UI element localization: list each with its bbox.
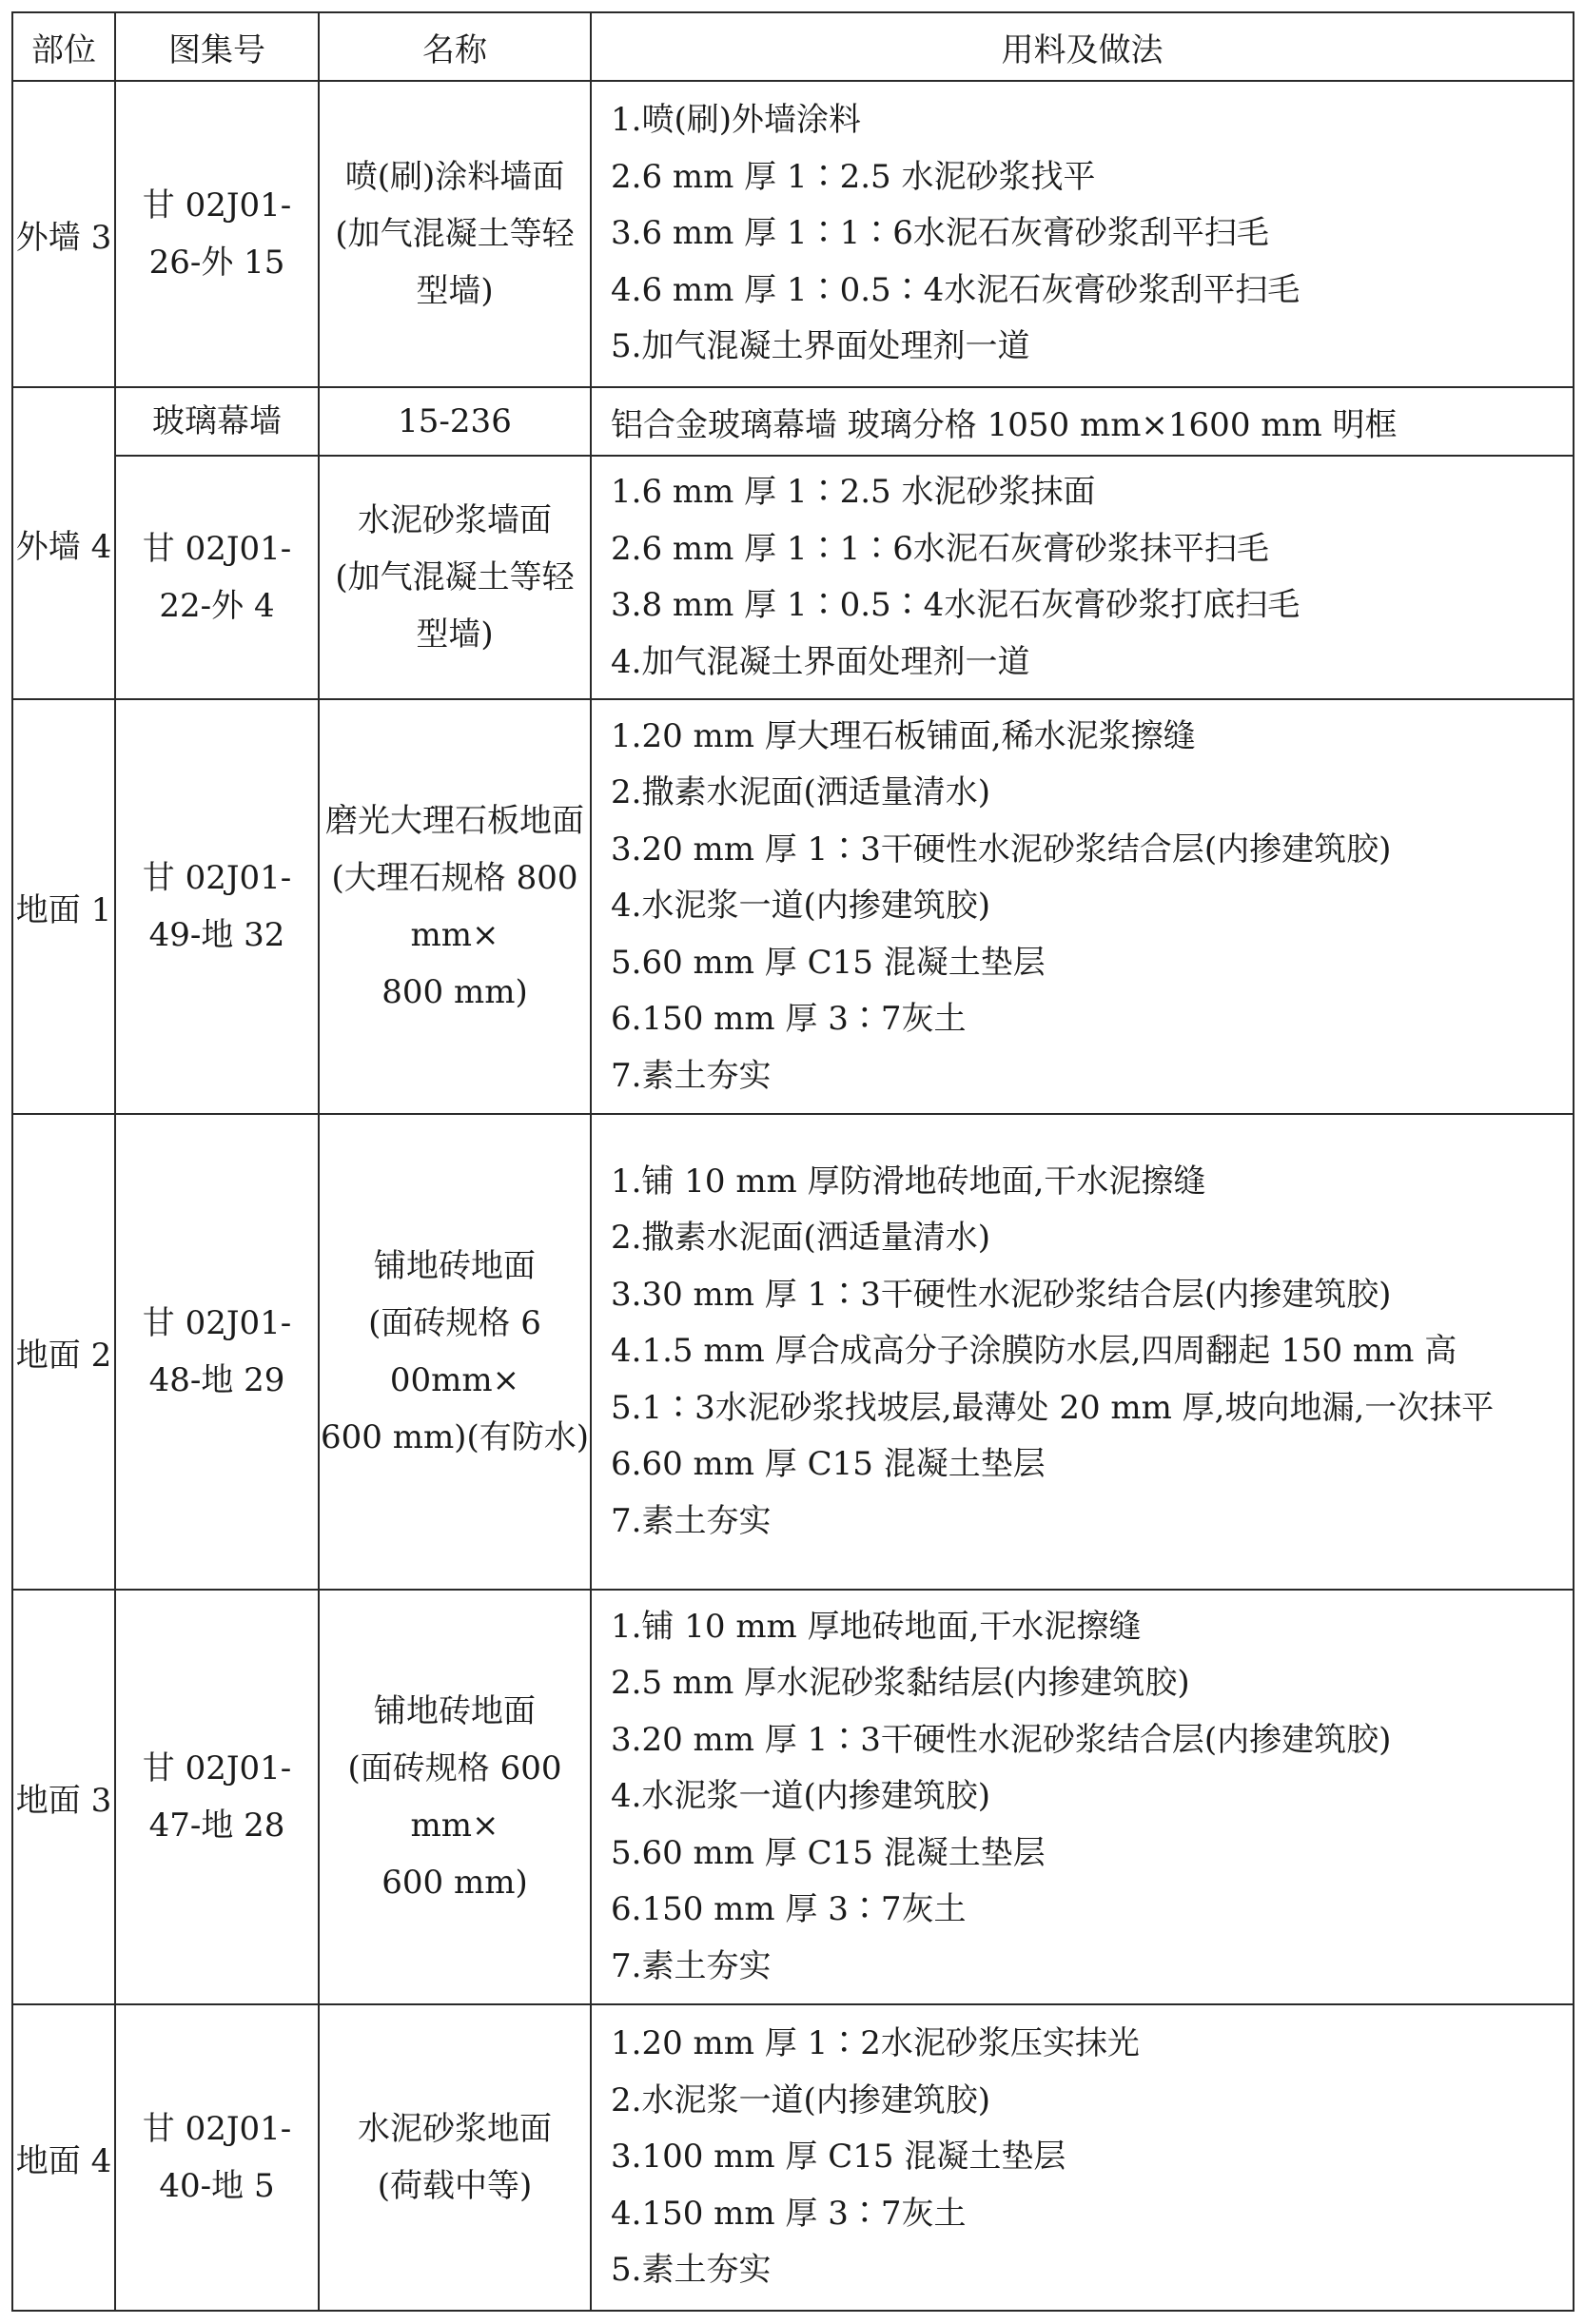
name-line: 水泥砂浆墙面: [358, 501, 552, 539]
atlas-line: 49-地 32: [148, 916, 285, 954]
atlas-cell: [115, 81, 319, 387]
atlas-cell: [115, 699, 319, 1114]
curtain-atlas-cell: 玻璃幕墙: [115, 387, 319, 456]
table-row: [12, 387, 1574, 456]
list-item: 5.60 mm 厚 C15 混凝土垫层: [611, 1833, 1046, 1872]
list-item: 1.6 mm 厚 1∶2.5 水泥砂浆抹面: [611, 473, 1096, 511]
curtain-name-cell: 15-236: [319, 387, 591, 456]
list-item: 4.150 mm 厚 3∶7灰土: [611, 2194, 967, 2233]
list-item: 2.6 mm 厚 1∶2.5 水泥砂浆找平: [611, 157, 1096, 196]
list-item: 3.6 mm 厚 1∶1∶6水泥石灰膏砂浆刮平扫毛: [611, 214, 1269, 253]
name-line: 磨光大理石板地面: [325, 802, 584, 840]
name-line: 800 mm): [381, 973, 528, 1011]
list-item: 2.撒素水泥面(洒适量清水): [611, 773, 990, 812]
atlas-line: 47-地 28: [148, 1806, 285, 1845]
table-row: [12, 699, 1574, 1114]
name-line: 600 mm): [381, 1864, 528, 1902]
name-line: 铺地砖地面: [374, 1247, 536, 1285]
materials-cell: [591, 81, 1574, 387]
list-item: 1.20 mm 厚 1∶2水泥砂浆压实抹光: [611, 2024, 1140, 2063]
atlas-cell: [115, 1590, 319, 2004]
list-item: 7.素土夯实: [611, 1946, 772, 1985]
table-row: [12, 2004, 1574, 2311]
part-cell: 地面 2: [12, 1114, 115, 1590]
name-line: (加气混凝土等轻型墙): [335, 215, 575, 310]
construction-materials-table: [11, 11, 1574, 2312]
list-item: 2.撒素水泥面(洒适量清水): [611, 1219, 990, 1258]
name-cell: [319, 81, 591, 387]
atlas-line: 甘 02J01-: [142, 1749, 292, 1787]
materials-cell: [591, 456, 1574, 699]
list-item: 4.水泥浆一道(内掺建筑胶): [611, 887, 990, 926]
atlas-cell: [115, 456, 319, 699]
header-name: 名称: [319, 12, 591, 81]
atlas-line: 26-外 15: [148, 244, 285, 282]
part-cell: 外墙 4: [12, 387, 115, 699]
name-line: (面砖规格 6 00mm×: [368, 1304, 541, 1399]
list-item: 5.加气混凝土界面处理剂一道: [611, 327, 1030, 366]
list-item: 6.150 mm 厚 3∶7灰土: [611, 1890, 967, 1929]
name-line: 喷(刷)涂料墙面: [344, 158, 565, 196]
name-line: (大理石规格 800 mm×: [331, 859, 578, 954]
list-item: 6.60 mm 厚 C15 混凝土垫层: [611, 1445, 1046, 1484]
list-item: 5.素土夯实: [611, 2251, 772, 2290]
name-cell: [319, 699, 591, 1114]
list-item: 7.素土夯实: [611, 1501, 772, 1540]
table-row: [12, 1114, 1574, 1590]
table-row: [12, 1590, 1574, 2004]
materials-cell: [591, 1590, 1574, 2004]
atlas-line: 甘 02J01-: [142, 1304, 292, 1342]
atlas-line: 甘 02J01-: [142, 530, 292, 568]
list-item: 2.水泥浆一道(内掺建筑胶): [611, 2080, 990, 2119]
list-item: 3.8 mm 厚 1∶0.5∶4水泥石灰膏砂浆打底扫毛: [611, 586, 1300, 624]
atlas-line: 甘 02J01-: [142, 2110, 292, 2148]
list-item: 1.20 mm 厚大理石板铺面,稀水泥浆擦缝: [611, 716, 1196, 755]
atlas-line: 48-地 29: [148, 1361, 285, 1399]
list-item: 1.喷(刷)外墙涂料: [611, 101, 861, 140]
list-item: 3.20 mm 厚 1∶3干硬性水泥砂浆结合层(内掺建筑胶): [611, 830, 1392, 869]
list-item: 1.铺 10 mm 厚地砖地面,干水泥擦缝: [611, 1607, 1142, 1646]
list-item: 2.5 mm 厚水泥砂浆黏结层(内掺建筑胶): [611, 1664, 1190, 1703]
atlas-line: 40-地 5: [159, 2167, 275, 2205]
part-cell: 地面 3: [12, 1590, 115, 2004]
header-row: [12, 12, 1574, 81]
list-item: 4.1.5 mm 厚合成高分子涂膜防水层,四周翻起 150 mm 高: [611, 1332, 1457, 1371]
part-cell: 地面 1: [12, 699, 115, 1114]
table-row: [12, 81, 1574, 387]
materials-cell: [591, 2004, 1574, 2311]
header-part: 部位: [12, 12, 115, 81]
list-item: 1.铺 10 mm 厚防滑地砖地面,干水泥擦缝: [611, 1162, 1206, 1201]
list-item: 2.6 mm 厚 1∶1∶6水泥石灰膏砂浆抹平扫毛: [611, 529, 1269, 568]
name-line: 水泥砂浆地面: [358, 2110, 552, 2148]
curtain-desc-cell: 铝合金玻璃幕墙 玻璃分格 1050 mm×1600 mm 明框: [591, 387, 1574, 456]
atlas-line: 甘 02J01-: [142, 859, 292, 897]
list-item: 5.60 mm 厚 C15 混凝土垫层: [611, 943, 1046, 982]
atlas-cell: [115, 2004, 319, 2311]
list-item: 3.20 mm 厚 1∶3干硬性水泥砂浆结合层(内掺建筑胶): [611, 1720, 1392, 1759]
name-line: 铺地砖地面: [374, 1692, 536, 1730]
name-cell: [319, 1114, 591, 1590]
list-item: 4.加气混凝土界面处理剂一道: [611, 642, 1030, 681]
header-materials-method: 用料及做法: [591, 12, 1574, 81]
name-cell: [319, 2004, 591, 2311]
materials-cell: [591, 699, 1574, 1114]
atlas-cell: [115, 1114, 319, 1590]
list-item: 6.150 mm 厚 3∶7灰土: [611, 1000, 967, 1039]
name-cell: [319, 1590, 591, 2004]
list-item: 4.6 mm 厚 1∶0.5∶4水泥石灰膏砂浆刮平扫毛: [611, 270, 1300, 309]
atlas-line: 22-外 4: [159, 587, 275, 625]
part-cell: 地面 4: [12, 2004, 115, 2311]
name-cell: [319, 456, 591, 699]
list-item: 7.素土夯实: [611, 1056, 772, 1095]
atlas-line: 甘 02J01-: [142, 186, 292, 225]
name-line: (面砖规格 600 mm×: [347, 1749, 562, 1845]
materials-cell: [591, 1114, 1574, 1590]
list-item: 4.水泥浆一道(内掺建筑胶): [611, 1777, 990, 1816]
name-line: 600 mm)(有防水): [321, 1418, 589, 1456]
name-line: (荷载中等): [377, 2167, 533, 2205]
part-cell: 外墙 3: [12, 81, 115, 387]
table-row: [12, 456, 1574, 699]
list-item: 3.100 mm 厚 C15 混凝土垫层: [611, 2138, 1066, 2177]
name-line: (加气混凝土等轻型墙): [335, 558, 575, 654]
header-atlas-no: 图集号: [115, 12, 319, 81]
list-item: 5.1∶3水泥砂浆找坡层,最薄处 20 mm 厚,坡向地漏,一次抹平: [611, 1388, 1495, 1427]
list-item: 3.30 mm 厚 1∶3干硬性水泥砂浆结合层(内掺建筑胶): [611, 1275, 1392, 1314]
